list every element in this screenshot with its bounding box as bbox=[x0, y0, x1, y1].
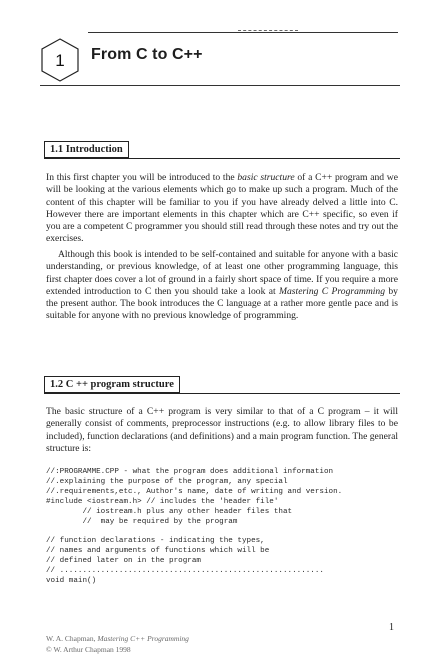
footer-copyright: © W. Arthur Chapman 1998 bbox=[46, 645, 131, 654]
chapter-number: 1 bbox=[55, 51, 65, 70]
section-heading-introduction: 1.1 Introduction bbox=[44, 141, 129, 158]
chapter-title-rule bbox=[40, 85, 400, 86]
code-line: //:PROGRAMME.CPP - what the program does additional information bbox=[46, 468, 334, 476]
code-line: #include <iostream.h> // includes the 'header file' bbox=[46, 497, 279, 506]
code-line: // function declarations - indicating the types, bbox=[46, 537, 265, 546]
section-rule-program-structure bbox=[44, 393, 400, 394]
code-line: //.requirements,etc., Author's name, date of writing and version. bbox=[46, 487, 343, 496]
chapter-number-badge bbox=[40, 38, 80, 82]
code-line: void main() bbox=[46, 576, 97, 585]
paragraph-intro-1: In this first chapter you will be introduced to the basic structure of a C++ program and we will be looking at the various elements which go to make up such a program. Much of the content of this chapter will be familiar to you if you have already delved a little into C. However there are important elements in this chapter which are C++ specific, so even if you are a competent C programmer you should still read through these notes and try out the exercises. bbox=[46, 172, 398, 245]
code-line: // defined later on in the program bbox=[46, 557, 201, 566]
top-rule-notch bbox=[238, 30, 298, 31]
code-line: // may be required by the program bbox=[46, 517, 238, 526]
chapter-title: From C to C++ bbox=[91, 46, 203, 63]
top-rule bbox=[88, 32, 398, 33]
code-line: // iostream.h plus any other header files that bbox=[46, 507, 293, 516]
code-listing bbox=[46, 468, 402, 587]
page-number: 1 bbox=[389, 622, 394, 633]
section-heading-program-structure: 1.2 C ++ program structure bbox=[44, 376, 180, 393]
code-line: //.explaining the purpose of the program, any special bbox=[46, 477, 288, 486]
paragraph-intro-2: Although this book is intended to be self-contained and suitable for anyone with a basic understanding, or previous knowledge, of at least one other programming language, this first chapter does cover a lot of ground in a fairly short space of time. If you require a more extended introduction to C then you should take a look at Mastering C Programming by the present author. The book introduces the C language at a rather more gentle pace and is suitable for anyone with no previous knowledge of programming. bbox=[46, 249, 398, 322]
section-rule-introduction bbox=[44, 158, 400, 159]
footer-citation: W. A. Chapman, Mastering C++ Programming bbox=[46, 634, 189, 643]
paragraph-structure: The basic structure of a C++ program is very similar to that of a C program – it will generally consist of comments, preprocessor instructions (e.g. to allow library files to be included), function declarations (and definitions) and a main program function. The general structure is: bbox=[46, 406, 398, 454]
emphasis-book-title: Mastering C Programming bbox=[279, 285, 386, 297]
code-line: // names and arguments of functions which will be bbox=[46, 547, 270, 556]
code-line: // .......................................................... bbox=[46, 567, 324, 576]
emphasis-basic-structure: basic structure bbox=[237, 172, 295, 183]
